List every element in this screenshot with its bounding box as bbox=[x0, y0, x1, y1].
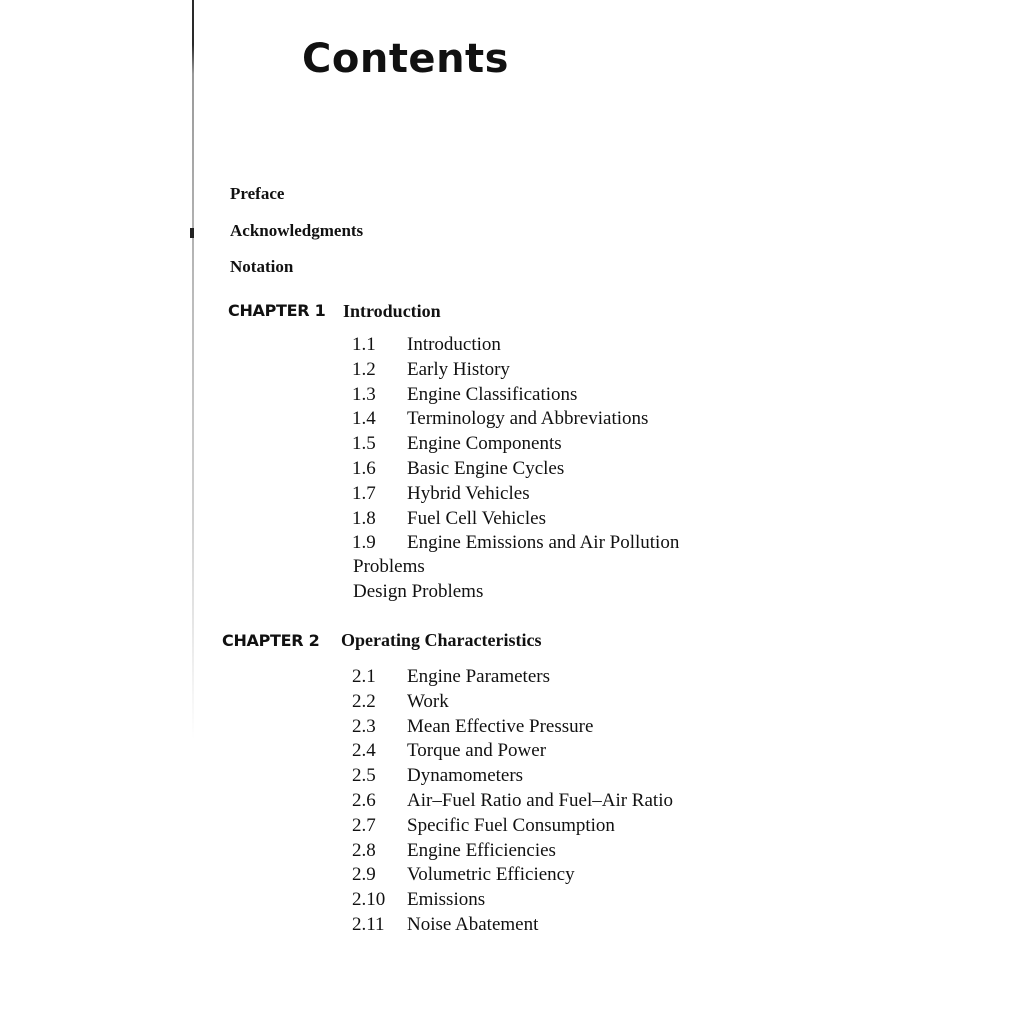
toc-section-entry[interactable] bbox=[352, 888, 673, 913]
section-number: 2.2 bbox=[352, 690, 376, 712]
toc-section-entry[interactable] bbox=[352, 690, 673, 715]
section-number: 2.5 bbox=[352, 765, 376, 787]
section-title: Air–Fuel Ratio and Fuel–Air Ratio bbox=[407, 789, 673, 811]
section-number: 1.8 bbox=[352, 507, 376, 529]
section-number: 2.10 bbox=[352, 889, 386, 911]
section-title: Engine Components bbox=[407, 433, 562, 455]
chapter-1-design-problems[interactable]: Design Problems bbox=[353, 581, 484, 602]
section-number: 2.6 bbox=[352, 789, 376, 811]
section-number: 1.3 bbox=[352, 383, 376, 405]
toc-section-entry[interactable] bbox=[352, 665, 673, 690]
section-title: Volumetric Efficiency bbox=[407, 864, 575, 886]
page-binding-edge bbox=[192, 0, 194, 740]
section-number: 2.4 bbox=[352, 740, 376, 762]
page-title: Contents bbox=[302, 36, 509, 82]
toc-section-entry[interactable] bbox=[352, 913, 673, 938]
toc-section-entry[interactable] bbox=[352, 383, 679, 408]
toc-section-entry[interactable] bbox=[352, 764, 673, 789]
toc-section-entry[interactable] bbox=[352, 789, 673, 814]
chapter-2-title[interactable]: Operating Characteristics bbox=[341, 630, 542, 650]
section-number: 1.5 bbox=[352, 433, 376, 455]
section-title: Mean Effective Pressure bbox=[407, 715, 594, 737]
section-title: Basic Engine Cycles bbox=[407, 457, 565, 479]
chapter-1-label: CHAPTER 1 bbox=[228, 301, 326, 320]
section-title: Terminology and Abbreviations bbox=[407, 408, 649, 430]
toc-section-entry[interactable] bbox=[352, 432, 679, 457]
section-title: Engine Emissions and Air Pollution bbox=[407, 532, 680, 554]
toc-section-entry[interactable] bbox=[352, 814, 673, 839]
toc-section-entry[interactable] bbox=[352, 457, 679, 482]
section-number: 2.3 bbox=[352, 715, 376, 737]
chapter-1-problems[interactable]: Problems bbox=[353, 556, 425, 577]
section-number: 1.2 bbox=[352, 358, 376, 380]
section-title: Engine Parameters bbox=[407, 666, 550, 687]
toc-entry-preface[interactable]: Preface bbox=[230, 184, 285, 203]
toc-section-entry[interactable] bbox=[352, 507, 679, 532]
toc-section-entry[interactable] bbox=[352, 863, 673, 888]
section-title: Emissions bbox=[407, 889, 486, 911]
binding-mark bbox=[190, 228, 194, 238]
section-title: Torque and Power bbox=[407, 740, 547, 762]
toc-section-entry[interactable] bbox=[352, 531, 679, 556]
section-number: 2.1 bbox=[352, 666, 376, 687]
toc-section-entry[interactable] bbox=[352, 839, 673, 864]
toc-section-entry[interactable] bbox=[352, 358, 679, 383]
chapter-2-label: CHAPTER 2 bbox=[222, 631, 320, 650]
section-number: 2.11 bbox=[352, 913, 385, 935]
section-number: 1.4 bbox=[352, 408, 376, 430]
toc-section-entry[interactable] bbox=[352, 482, 679, 507]
section-title: Engine Classifications bbox=[407, 383, 578, 405]
section-number: 1.6 bbox=[352, 457, 376, 479]
section-title: Work bbox=[407, 690, 449, 712]
toc-section-entry[interactable] bbox=[352, 333, 679, 358]
chapter-2-section-list bbox=[352, 665, 673, 938]
section-title: Fuel Cell Vehicles bbox=[407, 507, 546, 529]
section-number: 2.7 bbox=[352, 814, 376, 836]
toc-section-entry[interactable] bbox=[352, 407, 679, 432]
section-number: 1.7 bbox=[352, 482, 376, 504]
toc-entry-acknowledgments[interactable]: Acknowledgments bbox=[230, 221, 364, 240]
section-number: 1.9 bbox=[352, 532, 376, 554]
section-title: Introduction bbox=[407, 334, 501, 355]
section-title: Early History bbox=[407, 358, 510, 380]
section-title: Specific Fuel Consumption bbox=[407, 814, 615, 836]
chapter-1-section-list bbox=[352, 333, 679, 556]
section-number: 1.1 bbox=[352, 334, 376, 355]
section-title: Dynamometers bbox=[407, 765, 524, 787]
section-number: 2.8 bbox=[352, 839, 376, 861]
section-number: 2.9 bbox=[352, 864, 376, 886]
chapter-1-title[interactable]: Introduction bbox=[343, 301, 441, 321]
toc-section-entry[interactable] bbox=[352, 739, 673, 764]
section-title: Hybrid Vehicles bbox=[407, 482, 530, 504]
section-title: Noise Abatement bbox=[407, 913, 539, 935]
section-title: Engine Efficiencies bbox=[407, 839, 556, 861]
toc-section-entry[interactable] bbox=[352, 715, 673, 740]
toc-entry-notation[interactable]: Notation bbox=[230, 257, 294, 276]
